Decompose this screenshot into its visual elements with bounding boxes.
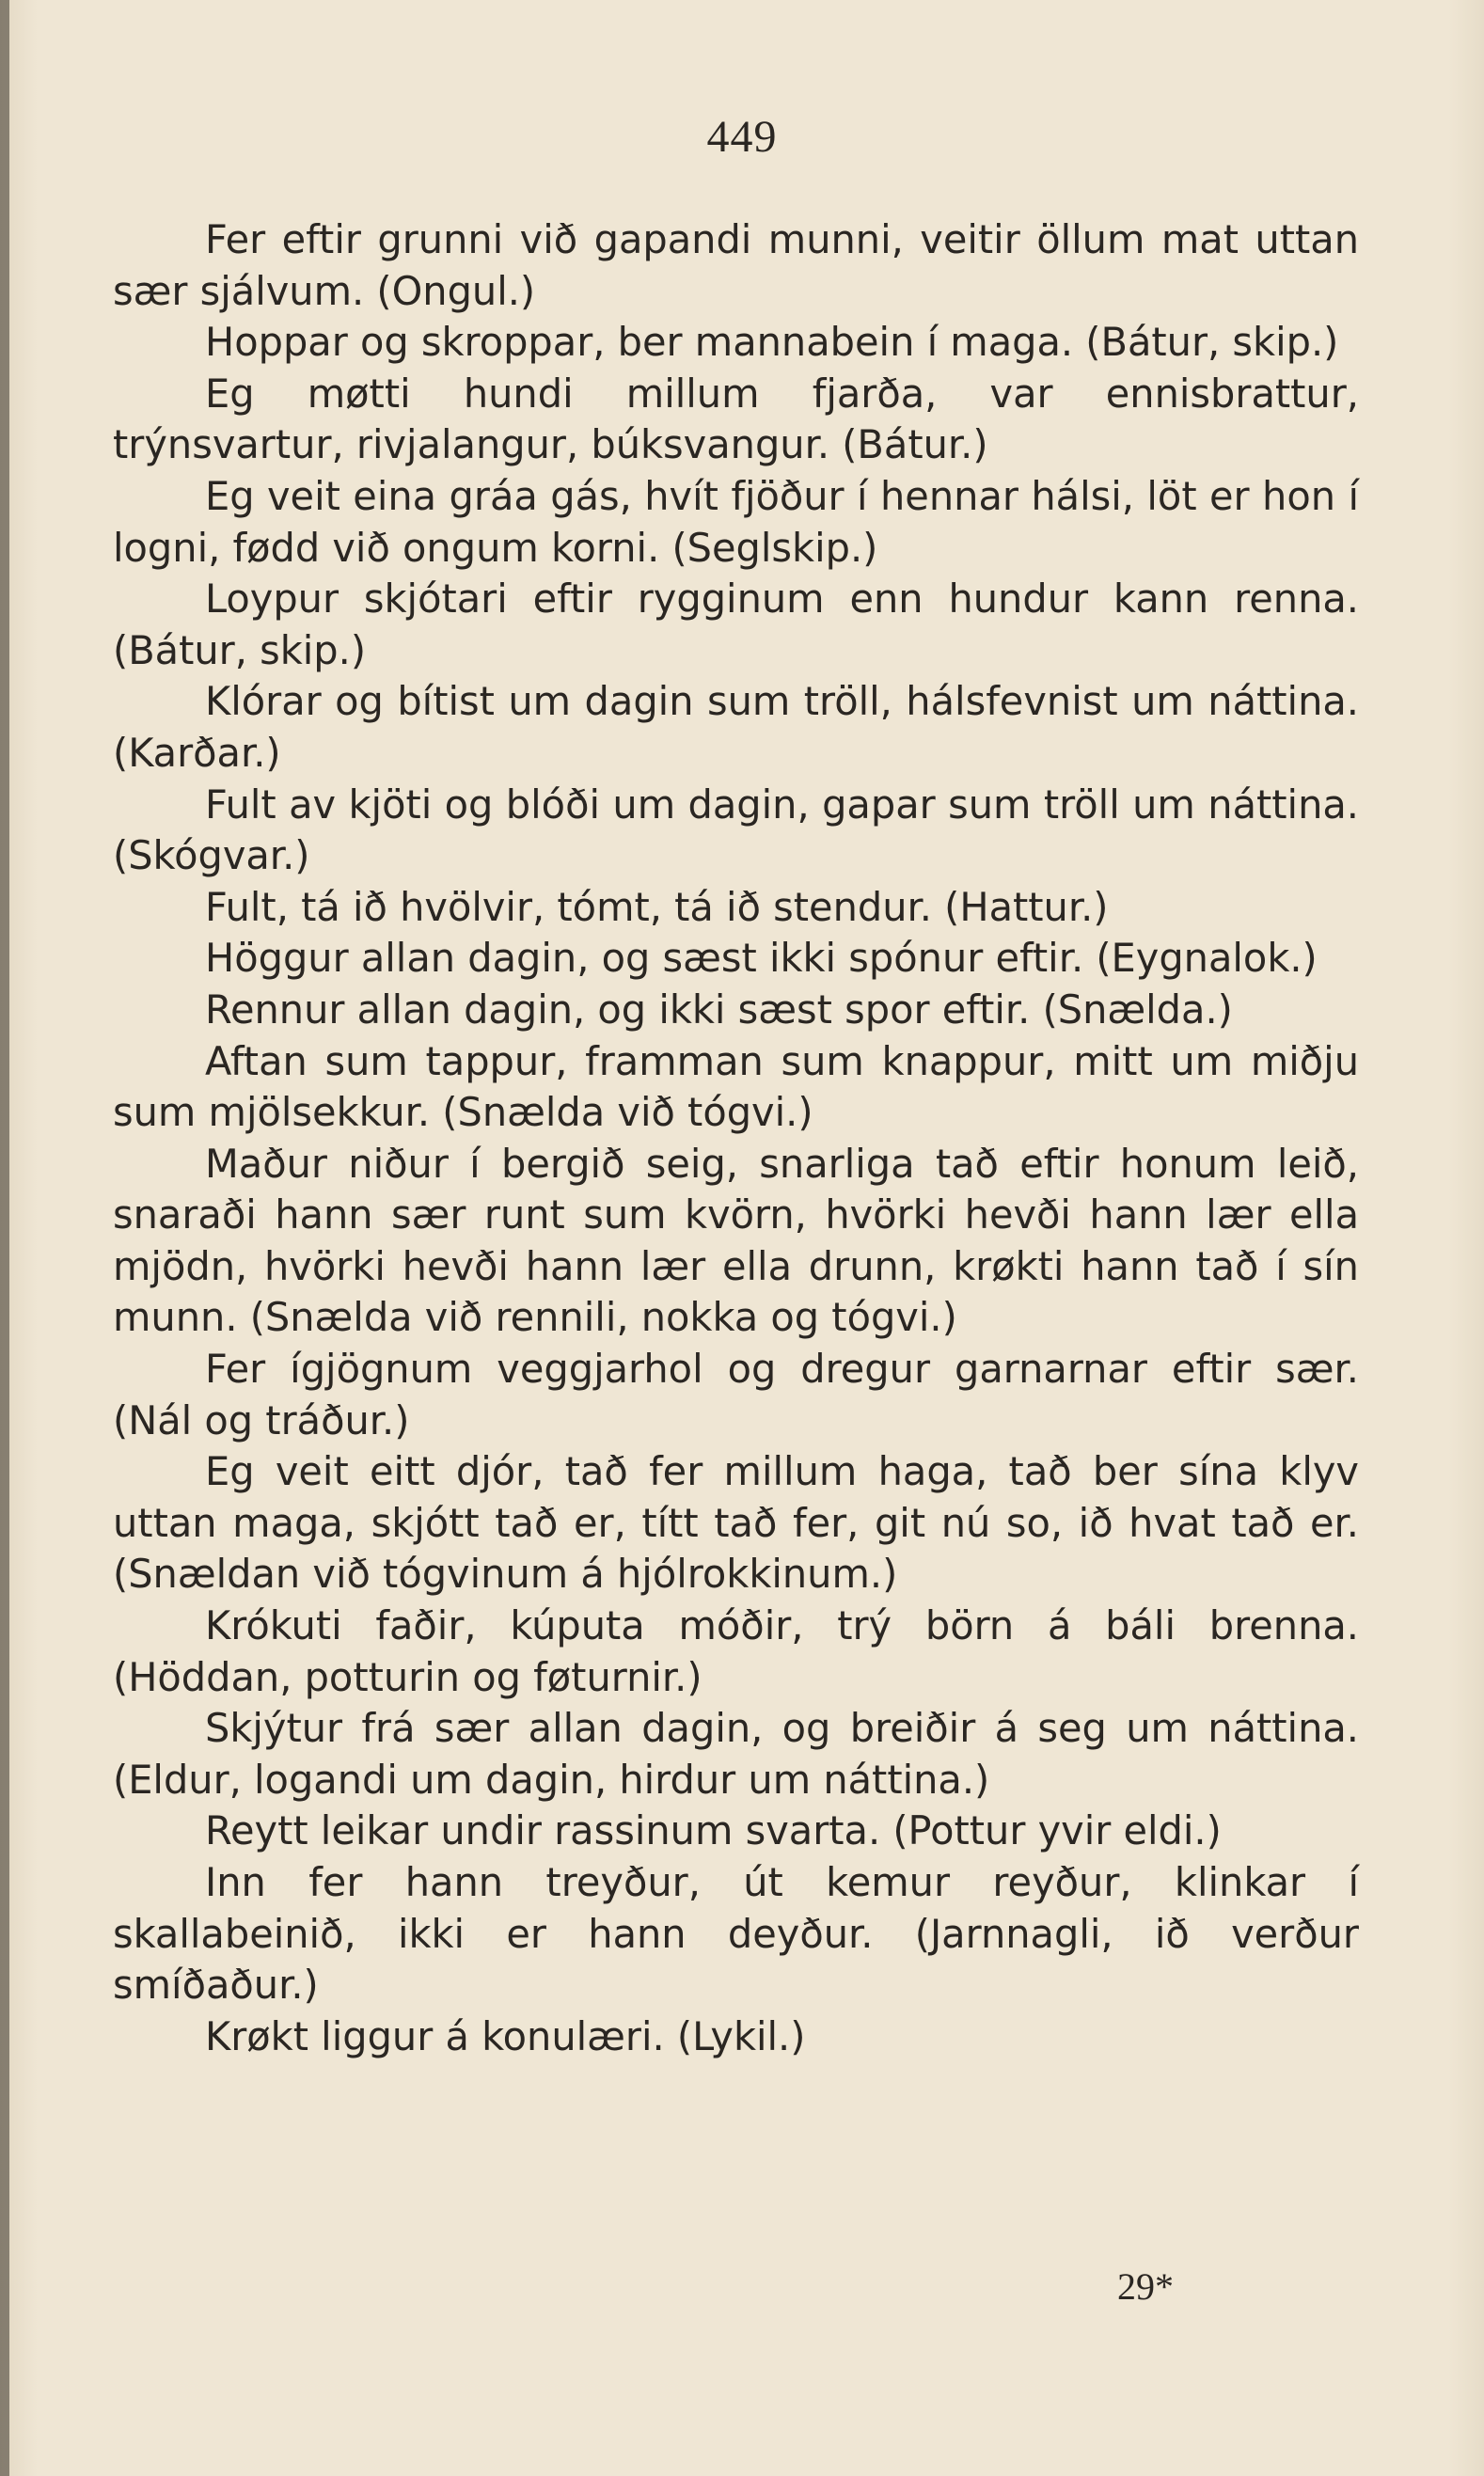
riddle-paragraph: Fult av kjöti og blóði um dagin, gapar sum tröll um náttina. (Skógvar.): [113, 781, 1359, 879]
riddle-paragraph: Höggur allan dagin, og sæst ikki spónur eftir. (Eygnalok.): [205, 935, 1318, 982]
riddle-paragraph: Rennur allan dagin, og ikki sæst spor eftir. (Snælda.): [205, 986, 1233, 1033]
riddle-paragraph: Eg veit eina gráa gás, hvít fjöður í hennar hálsi, löt er hon í logni, fødd við ongum korni. (Seglskip.): [113, 472, 1359, 571]
riddle-paragraph: Krøkt liggur á konulæri. (Lykil.): [205, 2012, 806, 2059]
page-binding-edge: [0, 0, 9, 2476]
riddle-paragraph: Skjýtur frá sær allan dagin, og breiðir á seg um náttina. (Eldur, logandi um dagin, hirdur um náttina.): [113, 1705, 1359, 1803]
riddle-list: [113, 214, 1359, 2062]
riddle-paragraph: Loypur skjótari eftir rygginum enn hundur kann renna. (Bátur, skip.): [113, 576, 1359, 673]
riddle-paragraph: Aftan sum tappur, framman sum knappur, mitt um miðju sum mjölsekkur. (Snælda við tógvi.): [113, 1037, 1359, 1136]
riddle-paragraph: Inn fer hann treyður, út kemur reyður, klinkar í skallabeinið, ikki er hann deyður. (Jarnnagli, ið verður smíðaður.): [113, 1859, 1359, 2009]
riddle-paragraph: Fult, tá ið hvölvir, tómt, tá ið stendur. (Hattur.): [205, 883, 1109, 930]
riddle-paragraph: Reytt leikar undir rassinum svarta. (Pottur yvir eldi.): [205, 1807, 1222, 1854]
riddle-paragraph: Klórar og bítist um dagin sum tröll, hálsfevnist um náttina. (Karðar.): [113, 678, 1359, 776]
riddle-paragraph: Fer eftir grunni við gapandi munni, veitir öllum mat uttan sær sjálvum. (Ongul.): [113, 216, 1359, 314]
signature-mark: 29*: [1117, 2265, 1174, 2308]
riddle-paragraph: Eg møtti hundi millum fjarða, var ennisbrattur, trýnsvartur, rivjalangur, búksvangur. (Bátur.): [113, 370, 1359, 468]
page-number: 449: [706, 112, 778, 162]
riddle-paragraph: Fer ígjögnum veggjarhol og dregur garnarnar eftir sær. (Nál og tráður.): [113, 1346, 1359, 1443]
riddle-paragraph: Hoppar og skroppar, ber mannabein í maga. (Bátur, skip.): [205, 319, 1339, 366]
riddle-paragraph: Maður niður í bergið seig, snarliga tað eftir honum leið, snaraði hann sær runt sum kvörn, hvörki hevði hann lær ella mjödn, hvörki hevði hann lær ella drunn, krøkti hann tað í sín munn. (Snælda við rennili, nokka og tógvi.): [113, 1140, 1359, 1341]
riddle-paragraph: Eg veit eitt djór, tað fer millum haga, tað ber sína klyv uttan maga, skjótt tað er, títt tað fer, git nú so, ið hvat tað er. (Snældan við tógvinum á hjólrokkinum.): [113, 1448, 1359, 1598]
riddle-paragraph: Krókuti faðir, kúputa móðir, trý börn á báli brenna. (Höddan, potturin og føturnir.): [113, 1602, 1359, 1700]
